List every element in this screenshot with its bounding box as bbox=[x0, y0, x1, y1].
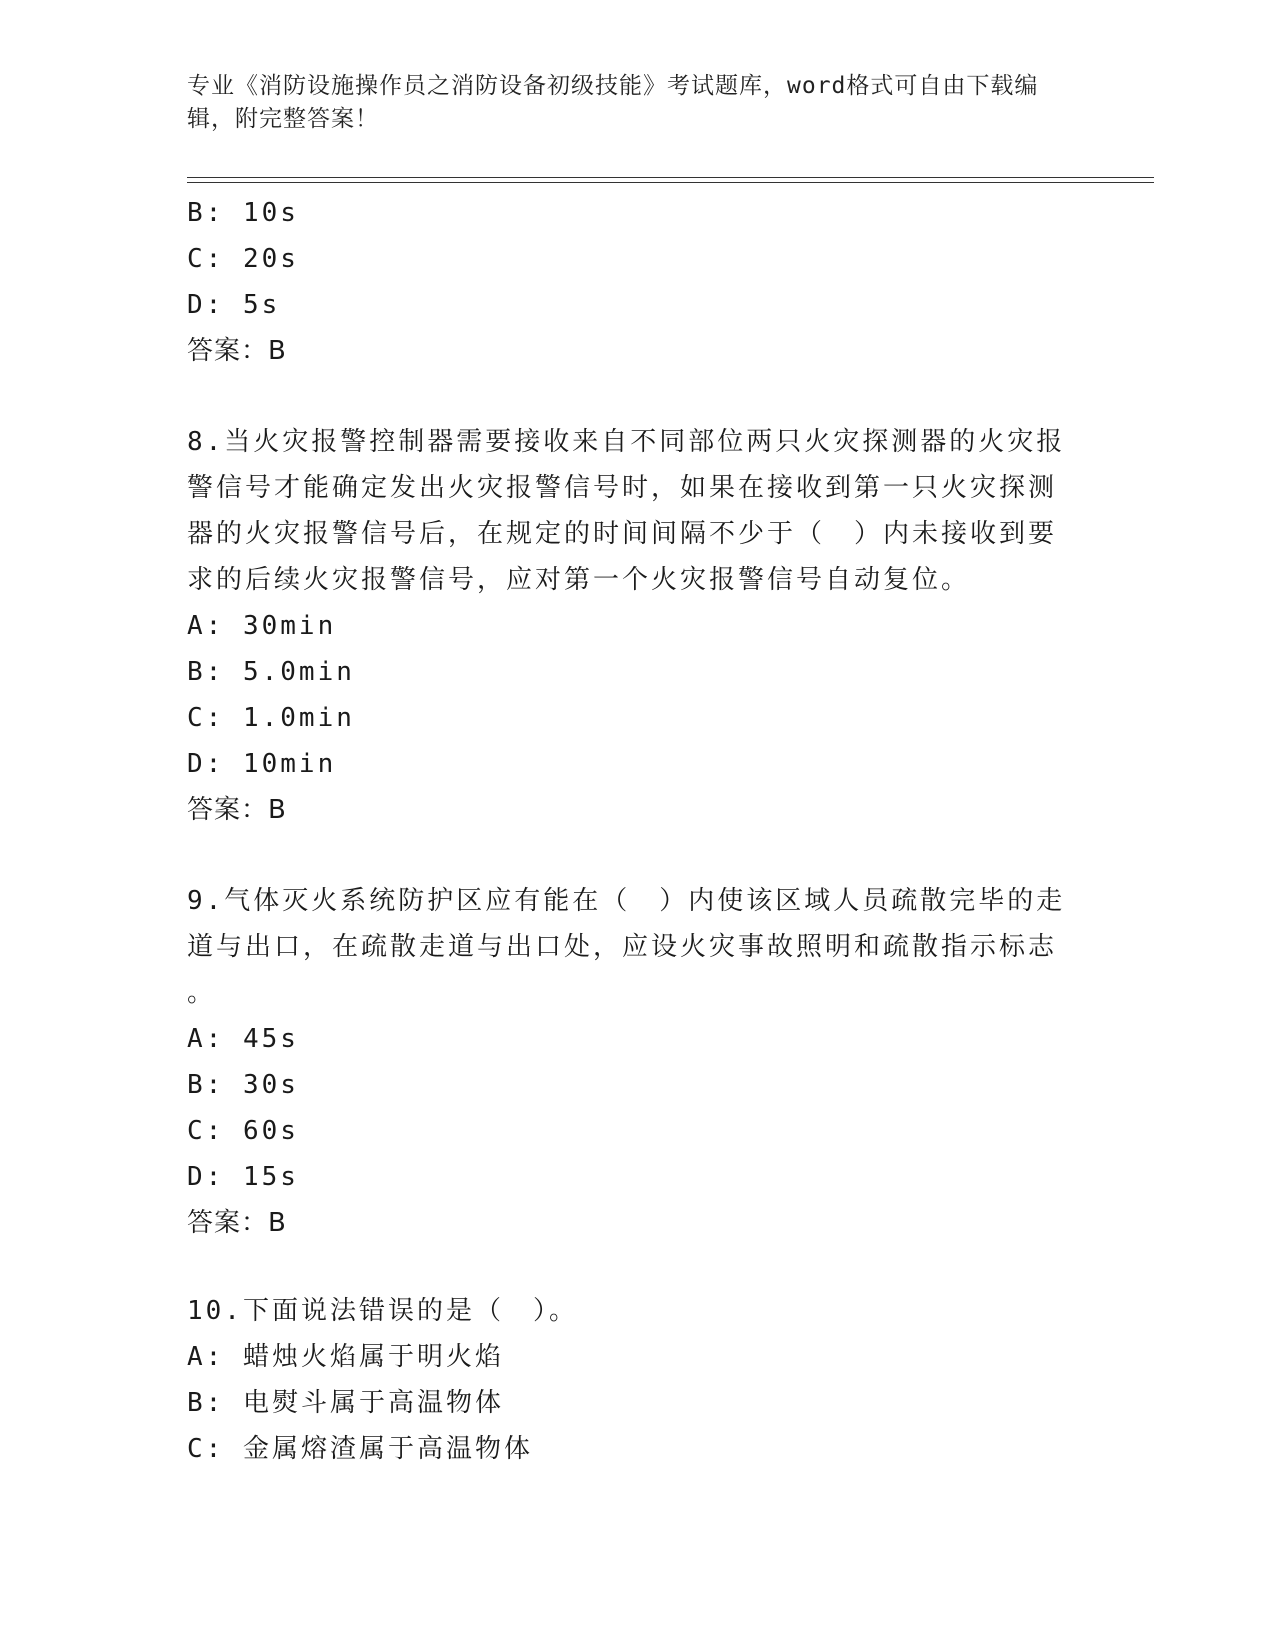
spacer bbox=[187, 374, 1067, 419]
question-stem-line: 道与出口，在疏散走道与出口处，应设火灾事故照明和疏散指示标志 bbox=[187, 932, 1058, 962]
question-stem-line: 10.下面说法错误的是（ ）。 bbox=[187, 1296, 578, 1326]
spacer bbox=[187, 1246, 1067, 1288]
header-rule-top bbox=[187, 177, 1154, 178]
answer-line: 答案：B bbox=[187, 795, 287, 825]
option-a: A: 蜡烛火焰属于明火焰 bbox=[187, 1342, 504, 1372]
option-d: D: 10min bbox=[187, 749, 337, 779]
option-c: C: 1.0min bbox=[187, 703, 355, 733]
question-content bbox=[187, 190, 1067, 1472]
question-stem-line: 器的火灾报警信号后，在规定的时间间隔不少于（ ）内未接收到要 bbox=[187, 519, 1058, 549]
option-c: C: 金属熔渣属于高温物体 bbox=[187, 1434, 533, 1464]
question-9 bbox=[187, 878, 1067, 1246]
option-c: C: 60s bbox=[187, 1116, 299, 1146]
header-rule-bottom bbox=[187, 182, 1154, 183]
option-b: B: 30s bbox=[187, 1070, 299, 1100]
question-stem-line: 8.当火灾报警控制器需要接收来自不同部位两只火灾探测器的火灾报 bbox=[187, 427, 1066, 457]
option-b: B: 电熨斗属于高温物体 bbox=[187, 1388, 504, 1418]
page-header: 专业《消防设施操作员之消防设备初级技能》考试题库，word格式可自由下载编辑，附完整答案！ bbox=[187, 73, 1039, 132]
question-stem-line: 警信号才能确定发出火灾报警信号时，如果在接收到第一只火灾探测 bbox=[187, 473, 1058, 503]
question-10 bbox=[187, 1288, 1067, 1472]
question-stem-line: 求的后续火灾报警信号，应对第一个火灾报警信号自动复位。 bbox=[187, 565, 971, 595]
question-stem-line: 9.气体灭火系统防护区应有能在（ ）内使该区域人员疏散完毕的走 bbox=[187, 886, 1066, 916]
answer-line: 答案：B bbox=[187, 336, 287, 366]
question-7-remainder bbox=[187, 190, 1067, 374]
option-b: B: 10s bbox=[187, 198, 299, 228]
option-c: C: 20s bbox=[187, 244, 299, 274]
option-a: A: 30min bbox=[187, 611, 337, 641]
option-a: A: 45s bbox=[187, 1024, 299, 1054]
answer-line: 答案：B bbox=[187, 1208, 287, 1238]
question-8 bbox=[187, 419, 1067, 833]
spacer bbox=[187, 833, 1067, 878]
option-d: D: 15s bbox=[187, 1162, 299, 1192]
option-d: D: 5s bbox=[187, 290, 281, 320]
question-stem-line: 。 bbox=[187, 978, 217, 1008]
option-b: B: 5.0min bbox=[187, 657, 355, 687]
